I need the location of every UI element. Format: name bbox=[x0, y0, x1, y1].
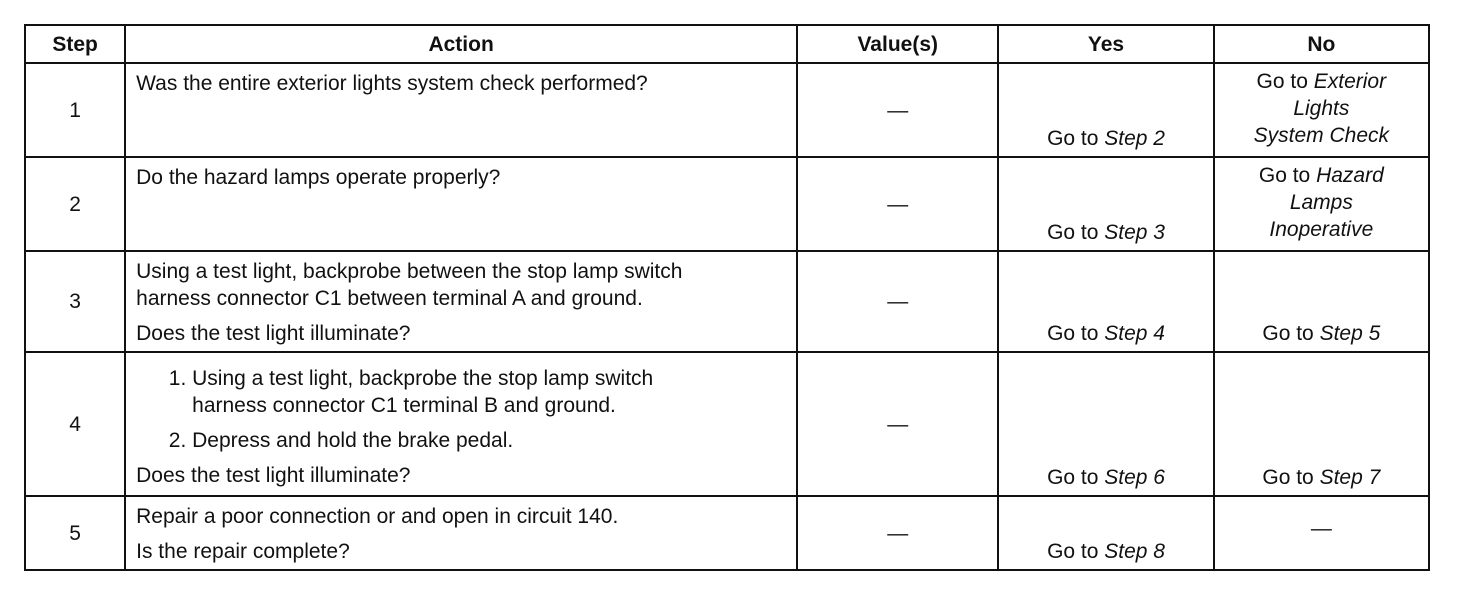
header-yes: Yes bbox=[998, 25, 1213, 63]
substep-list bbox=[136, 365, 786, 454]
table-row bbox=[25, 157, 1429, 251]
header-action: Action bbox=[125, 25, 797, 63]
no-cell bbox=[1214, 251, 1429, 352]
action-text: Repair a poor connection or and open in circuit 140. bbox=[136, 505, 619, 528]
yes-prefix: Go to bbox=[1047, 466, 1105, 489]
table-row bbox=[25, 63, 1429, 157]
substep-1-line1: Using a test light, backprobe the stop lamp switch bbox=[192, 367, 654, 390]
header-no: No bbox=[1214, 25, 1429, 63]
table-row bbox=[25, 496, 1429, 570]
no-cell bbox=[1214, 496, 1429, 570]
action-text: Was the entire exterior lights system check performed? bbox=[136, 72, 648, 95]
action-cell bbox=[125, 251, 797, 352]
no-prefix: Go to bbox=[1262, 466, 1320, 489]
yes-prefix: Go to bbox=[1047, 322, 1105, 345]
value-cell: — bbox=[797, 157, 998, 251]
action-cell bbox=[125, 496, 797, 570]
step-number: 2 bbox=[25, 157, 125, 251]
step-number: 5 bbox=[25, 496, 125, 570]
yes-cell bbox=[998, 157, 1213, 251]
yes-target: Step 6 bbox=[1104, 466, 1165, 489]
yes-prefix: Go to bbox=[1047, 221, 1105, 244]
table-row bbox=[25, 352, 1429, 496]
header-row bbox=[25, 25, 1429, 63]
no-target: Step 7 bbox=[1319, 466, 1381, 489]
yes-target: Step 2 bbox=[1104, 127, 1165, 150]
action-text: Do the hazard lamps operate properly? bbox=[136, 166, 501, 189]
action-question: Is the repair complete? bbox=[136, 540, 350, 563]
yes-cell bbox=[998, 496, 1213, 570]
yes-cell bbox=[998, 63, 1213, 157]
value-cell: — bbox=[797, 352, 998, 496]
yes-cell bbox=[998, 352, 1213, 496]
no-target-line3: Inoperative bbox=[1269, 218, 1374, 241]
yes-target: Step 3 bbox=[1104, 221, 1165, 244]
no-target-line2: Lamps bbox=[1289, 191, 1353, 214]
no-prefix: Go to bbox=[1262, 322, 1320, 345]
header-values: Value(s) bbox=[797, 25, 998, 63]
substep-item bbox=[192, 365, 786, 419]
yes-target: Step 8 bbox=[1104, 540, 1165, 563]
value-cell: — bbox=[797, 496, 998, 570]
yes-prefix: Go to bbox=[1047, 127, 1105, 150]
table-row bbox=[25, 251, 1429, 352]
action-text-line1: Using a test light, backprobe between the stop lamp switch bbox=[136, 260, 683, 283]
no-prefix: Go to bbox=[1256, 70, 1314, 93]
yes-prefix: Go to bbox=[1047, 540, 1105, 563]
action-cell bbox=[125, 63, 797, 157]
action-cell bbox=[125, 157, 797, 251]
substep-1-line2: harness connector C1 terminal B and ground. bbox=[192, 394, 616, 417]
no-cell bbox=[1214, 63, 1429, 157]
diagnostic-table bbox=[24, 24, 1430, 571]
substep-2: Depress and hold the brake pedal. bbox=[192, 429, 514, 452]
action-text-line2: harness connector C1 between terminal A and ground. bbox=[136, 287, 643, 310]
no-target-line1: Exterior bbox=[1313, 70, 1387, 93]
action-question: Does the test light illuminate? bbox=[136, 322, 411, 345]
value-cell: — bbox=[797, 63, 998, 157]
header-step: Step bbox=[25, 25, 125, 63]
step-number: 3 bbox=[25, 251, 125, 352]
no-value: — bbox=[1310, 517, 1332, 540]
action-question: Does the test light illuminate? bbox=[136, 464, 411, 487]
no-cell bbox=[1214, 157, 1429, 251]
no-cell bbox=[1214, 352, 1429, 496]
action-cell bbox=[125, 352, 797, 496]
step-number: 4 bbox=[25, 352, 125, 496]
no-target: Step 5 bbox=[1319, 322, 1381, 345]
no-target-line3: System Check bbox=[1253, 124, 1390, 147]
yes-target: Step 4 bbox=[1104, 322, 1165, 345]
no-target-line2: Lights bbox=[1293, 97, 1350, 120]
yes-cell bbox=[998, 251, 1213, 352]
no-prefix: Go to bbox=[1258, 164, 1317, 187]
step-number: 1 bbox=[25, 63, 125, 157]
substep-item bbox=[192, 427, 786, 454]
no-target-line1: Hazard bbox=[1316, 164, 1384, 187]
value-cell: — bbox=[797, 251, 998, 352]
